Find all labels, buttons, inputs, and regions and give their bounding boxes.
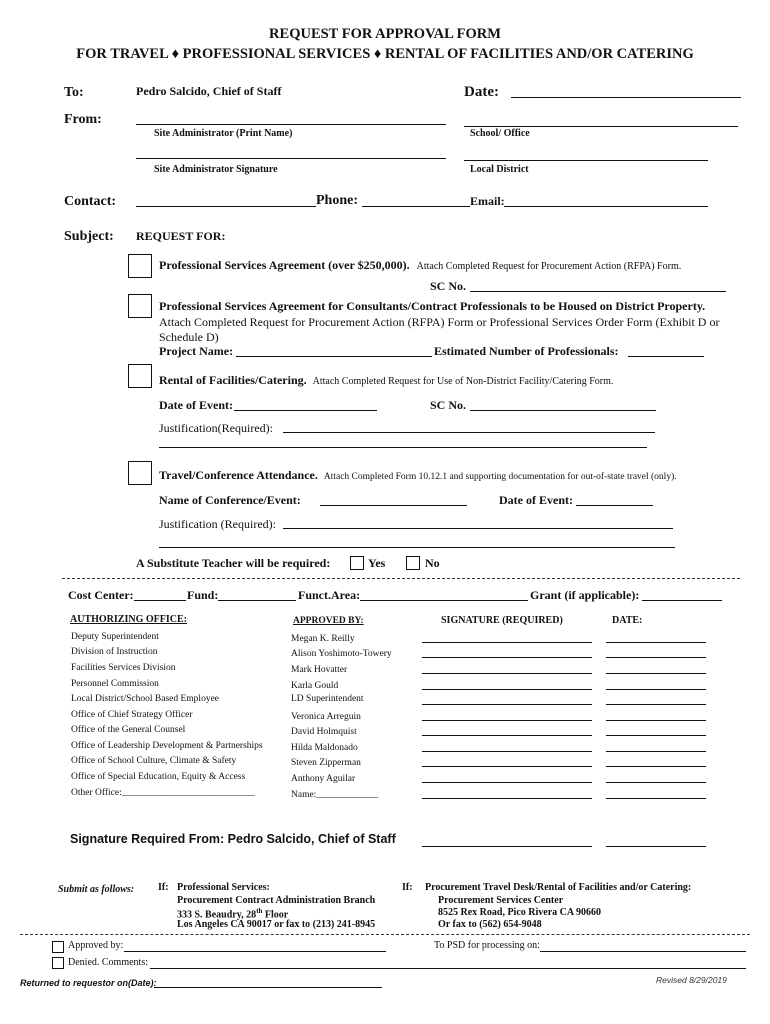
- auth-approver-8: Steven Zipperman: [291, 758, 361, 768]
- approved-by-label: Approved by:: [68, 940, 124, 951]
- auth-date-field-5[interactable]: [606, 720, 706, 721]
- substitute-no-checkbox[interactable]: [406, 556, 420, 570]
- auth-office-10: Other Office:____________________________: [71, 788, 255, 798]
- ps-line2: 333 S. Beaudry, 28th Floor: [177, 907, 289, 921]
- conf-name-label: Name of Conference/Event:: [159, 493, 301, 507]
- project-name-label: Project Name:: [159, 344, 234, 358]
- contact-field[interactable]: [136, 206, 316, 207]
- to-psd-field[interactable]: [540, 951, 746, 952]
- auth-approver-1: Alison Yoshimoto-Towery: [291, 649, 392, 659]
- col-date-header: DATE:: [612, 615, 643, 626]
- auth-approver-10: Name:_____________: [291, 790, 379, 800]
- auth-signature-field-0[interactable]: [422, 642, 592, 643]
- auth-approver-4: LD Superintendent: [291, 694, 364, 704]
- consultants-title: Professional Services Agreement for Consultants/Contract Professionals to be Housed on District Property.: [159, 299, 706, 313]
- rental-checkbox[interactable]: [128, 364, 152, 388]
- admin-signature-label: Site Administrator Signature: [154, 164, 278, 175]
- auth-date-field-10[interactable]: [606, 798, 706, 799]
- school-office-label: School/ Office: [470, 128, 530, 139]
- auth-date-field-8[interactable]: [606, 766, 706, 767]
- returned-date-field[interactable]: [154, 987, 382, 988]
- psa-note: Attach Completed Request for Procurement Action (RFPA) Form.: [416, 261, 682, 272]
- funct-area-label: Funct.Area:: [298, 588, 361, 602]
- approved-by-field[interactable]: [124, 951, 386, 952]
- contact-label: Contact:: [64, 194, 117, 209]
- admin-print-label: Site Administrator (Print Name): [154, 128, 293, 139]
- denied-comments-field[interactable]: [150, 968, 746, 969]
- col-approved-header: APPROVED BY:: [293, 616, 364, 626]
- returned-label: Returned to requestor on(Date):: [20, 978, 157, 988]
- auth-date-field-4[interactable]: [606, 704, 706, 705]
- to-psd-label: To PSD for processing on:: [434, 940, 540, 951]
- cost-center-label: Cost Center:: [68, 588, 134, 602]
- auth-approver-2: Mark Hovatter: [291, 665, 348, 675]
- auth-signature-field-8[interactable]: [422, 766, 592, 767]
- substitute-label: A Substitute Teacher will be required:: [136, 556, 331, 570]
- fund-field[interactable]: [218, 600, 296, 601]
- auth-office-6: Office of the General Counsel: [71, 725, 186, 735]
- auth-office-1: Division of Instruction: [71, 647, 158, 657]
- auth-office-9: Office of Special Education, Equity & Access: [71, 772, 246, 782]
- auth-office-8: Office of School Culture, Climate & Safety: [71, 756, 237, 766]
- substitute-yes-checkbox[interactable]: [350, 556, 364, 570]
- psa-checkbox[interactable]: [128, 254, 152, 278]
- rental-justification-field-2[interactable]: [159, 447, 647, 448]
- auth-office-5: Office of Chief Strategy Officer: [71, 710, 193, 720]
- form-subtitle: FOR TRAVEL ♦ PROFESSIONAL SERVICES ♦ RENTAL OF FACILITIES AND/OR CATERING: [76, 46, 694, 62]
- chief-date-field[interactable]: [606, 846, 706, 847]
- auth-signature-field-10[interactable]: [422, 798, 592, 799]
- signature-required-label: Signature Required From: Pedro Salcido, Chief of Staff: [70, 832, 396, 846]
- auth-office-3: Personnel Commission: [71, 679, 159, 689]
- auth-office-4: Local District/School Based Employee: [71, 694, 220, 704]
- est-num-label: Estimated Number of Professionals:: [434, 344, 619, 358]
- travel-date-label: Date of Event:: [499, 493, 573, 507]
- approved-checkbox[interactable]: [52, 941, 64, 953]
- travel-note: Attach Completed Form 10.12.1 and supporting documentation for out-of-state travel (only).: [323, 472, 677, 482]
- auth-date-field-3[interactable]: [606, 689, 706, 690]
- ps-line3: Los Angeles CA 90017 or fax to (213) 241-8945: [177, 919, 376, 930]
- auth-date-field-1[interactable]: [606, 657, 706, 658]
- travel-justification-label: Justification (Required):: [159, 517, 276, 531]
- auth-date-field-0[interactable]: [606, 642, 706, 643]
- rental-title: Rental of Facilities/Catering.: [159, 373, 307, 387]
- chief-signature-field[interactable]: [422, 846, 592, 847]
- local-district-label: Local District: [470, 164, 529, 175]
- to-label: To:: [64, 85, 84, 100]
- auth-approver-6: David Holmquist: [291, 727, 357, 737]
- auth-signature-field-7[interactable]: [422, 751, 592, 752]
- denied-checkbox[interactable]: [52, 957, 64, 969]
- est-num-field[interactable]: [628, 356, 704, 357]
- local-district-field[interactable]: [464, 160, 708, 161]
- project-name-field[interactable]: [236, 356, 432, 357]
- travel-row: [159, 468, 677, 483]
- travel-date-field[interactable]: [576, 505, 653, 506]
- pt-line2: 8525 Rex Road, Pico Rivera CA 90660: [438, 907, 602, 918]
- admin-print-name-field[interactable]: [136, 124, 446, 125]
- school-office-field[interactable]: [464, 126, 738, 127]
- auth-date-field-9[interactable]: [606, 782, 706, 783]
- phone-label: Phone:: [316, 193, 358, 208]
- col-office-header: AUTHORIZING OFFICE:: [70, 614, 187, 625]
- col-signature-header: SIGNATURE (REQUIRED): [441, 615, 563, 626]
- pt-line1: Procurement Services Center: [438, 895, 564, 906]
- from-label: From:: [64, 112, 102, 127]
- if1-label: If:: [158, 882, 169, 893]
- substitute-no-label: No: [425, 556, 440, 570]
- email-label: Email:: [470, 194, 505, 208]
- substitute-yes-label: Yes: [368, 556, 386, 570]
- if2-label: If:: [402, 882, 413, 893]
- auth-date-field-2[interactable]: [606, 673, 706, 674]
- request-for-label: REQUEST FOR:: [136, 229, 226, 243]
- date-label: Date:: [464, 84, 499, 100]
- grant-label: Grant (if applicable):: [530, 588, 640, 602]
- auth-signature-field-1[interactable]: [422, 657, 592, 658]
- travel-justification-field[interactable]: [283, 528, 673, 529]
- auth-approver-0: Megan K. Reilly: [291, 634, 355, 644]
- travel-justification-field-2[interactable]: [159, 547, 675, 548]
- auth-date-field-7[interactable]: [606, 751, 706, 752]
- rental-date-label: Date of Event:: [159, 398, 233, 412]
- conf-name-field[interactable]: [320, 505, 467, 506]
- email-field[interactable]: [504, 206, 708, 207]
- funct-area-field[interactable]: [360, 600, 528, 601]
- footer-divider: [20, 934, 750, 935]
- auth-approver-7: Hilda Maldonado: [291, 743, 358, 753]
- pt-line3: Or fax to (562) 654-9048: [438, 919, 542, 930]
- auth-signature-field-6[interactable]: [422, 735, 592, 736]
- form-title: REQUEST FOR APPROVAL FORM: [269, 26, 501, 42]
- date-field[interactable]: [511, 97, 741, 98]
- auth-approver-5: Veronica Arreguin: [291, 712, 361, 722]
- revised-date: Revised 8/29/2019: [656, 975, 727, 985]
- consultants-checkbox[interactable]: [128, 294, 152, 318]
- auth-office-7: Office of Leadership Development & Partnerships: [71, 741, 263, 751]
- auth-signature-field-3[interactable]: [422, 689, 592, 690]
- travel-title: Travel/Conference Attendance.: [159, 468, 318, 482]
- rental-sc-field[interactable]: [470, 410, 656, 411]
- rental-justification-label: Justification(Required):: [159, 421, 273, 435]
- auth-office-0: Deputy Superintendent: [71, 632, 159, 642]
- travel-checkbox[interactable]: [128, 461, 152, 485]
- auth-approver-3: Karla Gould: [291, 681, 339, 691]
- divider: [62, 578, 740, 579]
- auth-approver-9: Anthony Aguilar: [291, 774, 356, 784]
- fund-label: Fund:: [187, 588, 219, 602]
- auth-office-2: Facilities Services Division: [71, 663, 176, 673]
- to-value: Pedro Salcido, Chief of Staff: [136, 84, 282, 98]
- subject-label: Subject:: [64, 229, 114, 244]
- rental-justification-field[interactable]: [283, 432, 655, 433]
- submit-label: Submit as follows:: [58, 884, 135, 895]
- consultants-note2: Schedule D): [159, 330, 219, 344]
- auth-signature-field-5[interactable]: [422, 720, 592, 721]
- psa-title: Professional Services Agreement (over $250,000).: [159, 258, 410, 272]
- rental-date-field[interactable]: [234, 410, 377, 411]
- phone-field[interactable]: [362, 206, 470, 207]
- auth-signature-field-9[interactable]: [422, 782, 592, 783]
- rental-note: Attach Completed Request for Use of Non-District Facility/Catering Form.: [312, 376, 614, 387]
- psa-sc-label: SC No.: [430, 279, 467, 293]
- denied-label: Denied. Comments:: [68, 957, 148, 968]
- cost-center-field[interactable]: [134, 600, 186, 601]
- auth-signature-field-2[interactable]: [422, 673, 592, 674]
- ps-line1: Procurement Contract Administration Branch: [177, 895, 376, 906]
- auth-signature-field-4[interactable]: [422, 704, 592, 705]
- psa-sc-field[interactable]: [470, 291, 726, 292]
- pt-title: Procurement Travel Desk/Rental of Facilities and/or Catering:: [425, 882, 692, 893]
- rental-sc-label: SC No.: [430, 398, 467, 412]
- rental-row: [159, 373, 613, 388]
- ps-title: Professional Services:: [177, 882, 270, 893]
- consultants-note1: Attach Completed Request for Procurement Action (RFPA) Form or Professional Services Order Form (Exhibit D or: [159, 315, 720, 329]
- psa-row: [159, 258, 681, 273]
- grant-field[interactable]: [642, 600, 722, 601]
- admin-signature-field[interactable]: [136, 158, 446, 159]
- auth-date-field-6[interactable]: [606, 735, 706, 736]
